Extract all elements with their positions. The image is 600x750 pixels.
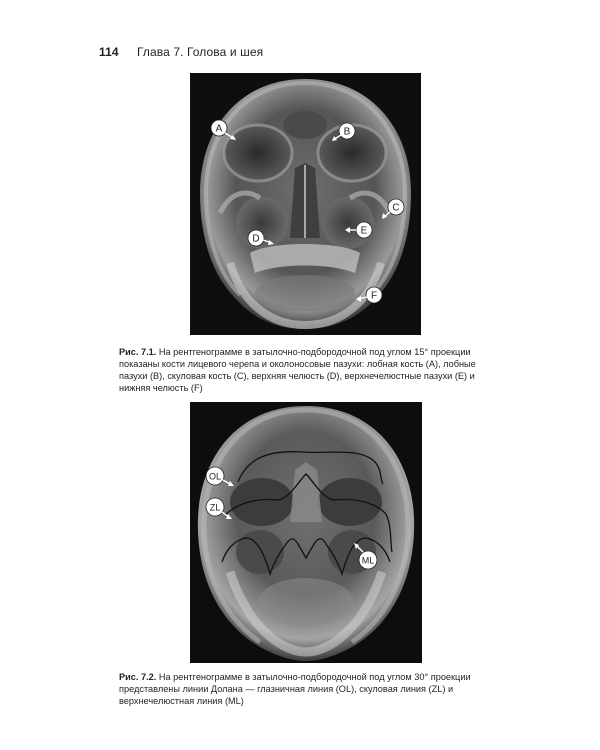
marker-f-label: F [370,290,378,302]
xray-figure-7-2 [190,402,422,663]
marker-c-label: C [392,202,400,214]
figure-7-2-caption [119,671,499,707]
chapter-title: Глава 7. Голова и шея [137,45,264,59]
caption-text: На рентгенограмме в затылочно-подбородочной под углом 30° проекции представлены линии Долана — глазничная линия (OL), скуловая линия (ZL) и верхнечелюстная линия (ML) [119,672,471,706]
caption-text: На рентгенограмме в затылочно-подбородочной под углом 15° проекции показаны кости лицевого черепа и околоносовые пазухи: лобная кость (A), лобные пазухи (B), скуловая кость (C), верхняя челюсть (D), верхнечелюстные пазухи (E) и нижняя челюсть (F) [119,347,476,393]
caption-label: Рис. 7.2. [119,672,157,682]
marker-e-label: E [360,225,368,237]
marker-d-label: D [252,233,260,245]
marker-ol-label: OL [208,471,222,482]
marker-ml-label: ML [361,555,375,566]
marker-a-label: A [215,123,223,135]
xray-image-7-2 [190,402,422,663]
caption-label: Рис. 7.1. [119,347,157,357]
figure-7-1-caption [119,346,499,394]
page-number: 114 [99,45,119,59]
marker-zl-label: ZL [209,502,221,513]
running-header [99,45,263,61]
xray-figure-7-1 [190,73,421,335]
xray-image-7-1 [190,73,421,335]
marker-b-label: B [343,126,351,138]
